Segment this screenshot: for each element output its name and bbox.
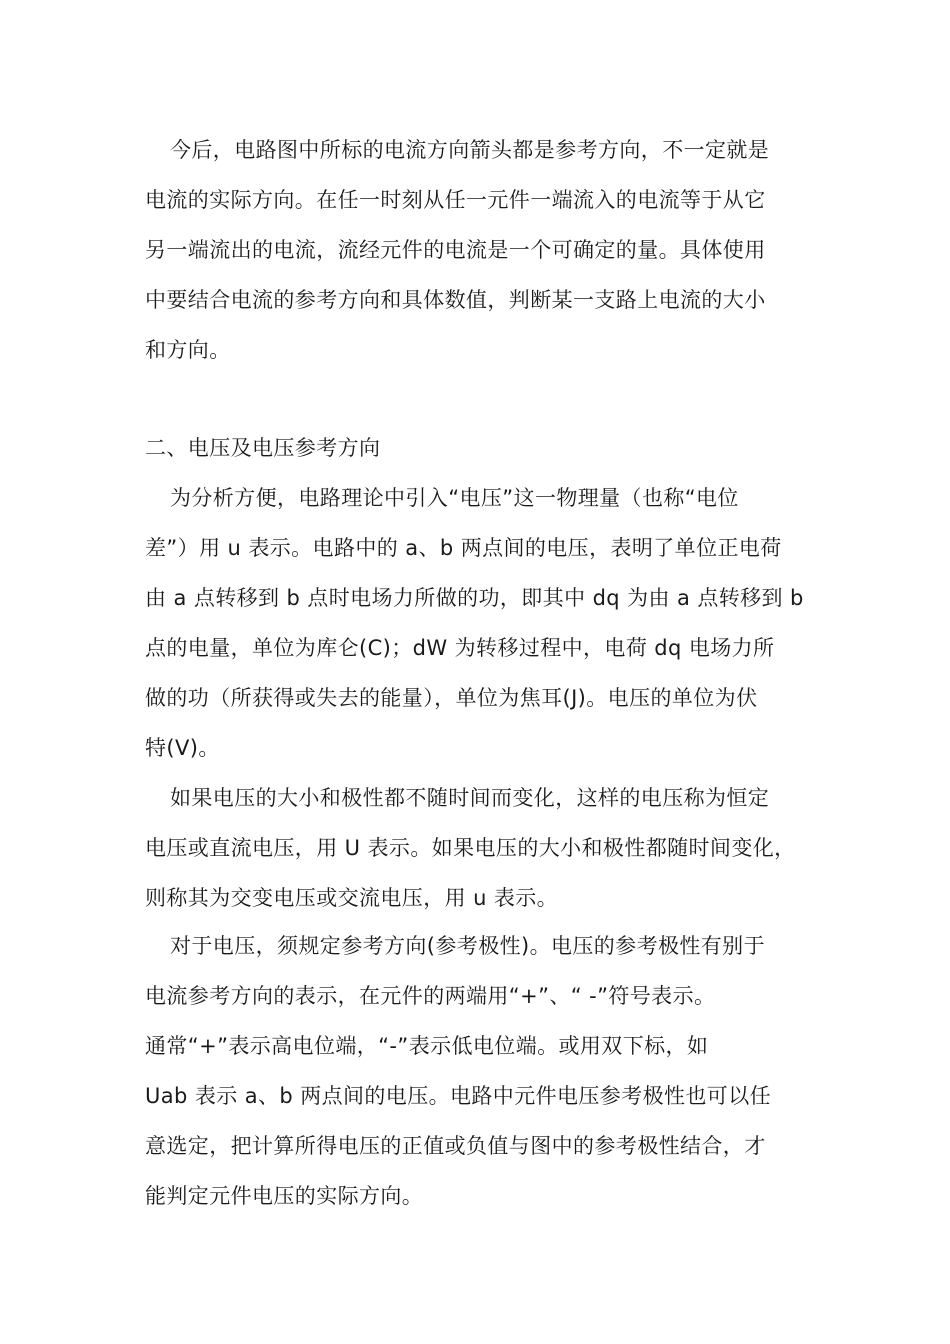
text-line: 特(V)。 [145,736,220,760]
text-line: 今后，电路图中所标的电流方向箭头都是参考方向，不一定就是 [170,138,770,162]
section-heading: 二、电压及电压参考方向 [145,436,381,460]
text-line: 则称其为交变电压或交流电压，用 u 表示。 [145,886,559,910]
text-line: 点的电量，单位为库仑(C)；dW 为转移过程中，电荷 dq 电场力所 [145,636,775,660]
text-line: 意选定，把计算所得电压的正值或负值与图中的参考极性结合，才 [145,1134,766,1158]
text-line: 能判定元件电压的实际方向。 [145,1184,424,1208]
text-line: 中要结合电流的参考方向和具体数值，判断某一支路上电流的大小 [145,288,766,312]
text-line: 通常“+”表示高电位端，“-”表示低电位端。或用双下标，如 [145,1034,709,1058]
text-line: 为分析方便，电路理论中引入“电压”这一物理量（也称“电位 [170,486,739,510]
text-line: 差”）用 u 表示。电路中的 a、b 两点间的电压，表明了单位正电荷 [145,536,782,560]
text-line: 对于电压，须规定参考方向(参考极性)。电压的参考极性有别于 [170,934,765,958]
text-line: 做的功（所获得或失去的能量），单位为焦耳(J)。电压的单位为伏 [145,686,758,710]
text-line: 和方向。 [145,338,231,362]
text-line: 如果电压的大小和极性都不随时间而变化，这样的电压称为恒定 [170,786,770,810]
text-line: 电压或直流电压，用 U 表示。如果电压的大小和极性都随时间变化， [145,836,796,860]
text-line: 由 a 点转移到 b 点时电场力所做的功，即其中 dq 为由 a 点转移到 b [145,586,804,610]
text-line: Uab 表示 a、b 两点间的电压。电路中元件电压参考极性也可以任 [145,1084,771,1108]
text-line: 电流参考方向的表示，在元件的两端用“+”、“ -”符号表示。 [145,984,716,1008]
text-line: 另一端流出的电流，流经元件的电流是一个可确定的量。具体使用 [145,238,766,262]
text-line: 电流的实际方向。在任一时刻从任一元件一端流入的电流等于从它 [145,188,766,212]
